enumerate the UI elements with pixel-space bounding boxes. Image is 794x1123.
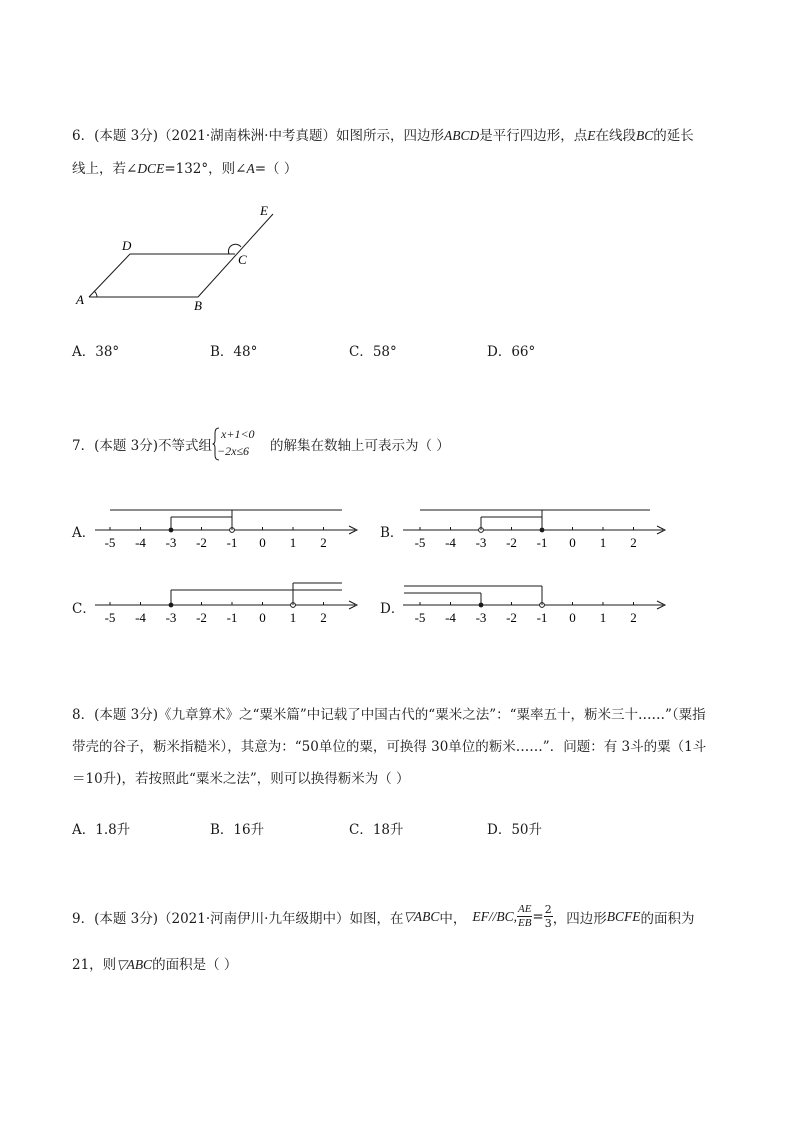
q6-text: ，则∠ — [208, 161, 247, 177]
tick-label: 2 — [630, 535, 637, 550]
q9-triangle-abc: ▽ABC — [116, 957, 153, 972]
q9-text: 的面积为 — [640, 910, 695, 927]
frac-numerator: AE — [517, 903, 532, 915]
q9-text: 中， — [439, 910, 467, 927]
tick-label: 1 — [599, 610, 607, 625]
q7-option-c-label[interactable]: C． — [72, 601, 96, 617]
q6-stem-line1 — [72, 124, 694, 144]
q6-dce: DCE — [137, 161, 165, 176]
q9-text: ，四边形 — [552, 910, 607, 927]
tick-label: -3 — [475, 610, 487, 625]
tick-label: -3 — [165, 535, 177, 550]
q7-numberline-a[interactable] — [90, 500, 370, 550]
tick-label: 0 — [569, 535, 576, 550]
q6-text: 在线段 — [595, 128, 636, 144]
tick-label: -3 — [475, 535, 487, 550]
q9-text: 21，则 — [72, 957, 117, 973]
tick-label: 2 — [320, 610, 327, 625]
q7-inequality-system — [212, 427, 270, 461]
q6-text: 线上，若∠ — [72, 161, 138, 177]
tick-label: 1 — [599, 535, 607, 550]
tick-label: -5 — [104, 535, 116, 550]
tick-label: 2 — [630, 610, 637, 625]
q7-stem — [72, 427, 450, 461]
q6-text: 的延长 — [653, 128, 694, 144]
frac-denominator: 3 — [544, 917, 552, 930]
q6-option-a[interactable]: A．38° — [72, 344, 120, 360]
tick-label: -5 — [414, 535, 426, 550]
q7-text: 7．(本题 3分)不等式组 — [72, 438, 213, 454]
tick-label: -2 — [506, 535, 517, 550]
q6-parallelogram-figure — [70, 198, 290, 313]
q9-fraction-2-3 — [544, 903, 553, 930]
q9-stem-line1 — [72, 903, 694, 930]
q9-text: 的面积是（ ） — [152, 957, 238, 973]
q6-option-b[interactable]: B．48° — [210, 344, 258, 360]
q8-option-a[interactable]: A．1.8升 — [72, 822, 131, 838]
tick-label: 1 — [289, 610, 297, 625]
q9-triangle-abc: ▽ABC — [403, 908, 440, 924]
q8-option-c[interactable]: C．18升 — [349, 822, 404, 838]
q9-equals: = — [532, 908, 544, 925]
q6-dce-value: =132° — [164, 161, 209, 177]
line-bce — [198, 214, 273, 297]
q9-fraction-ae-eb — [517, 903, 532, 930]
q8-option-b[interactable]: B．16升 — [210, 822, 265, 838]
q8-stem-line1: 8．(本题 3分)《九章算术》之“粟米篇”中记载了中国古代的“粟米之法”：“粟率五十，粝米三十……”（粟指 — [72, 707, 706, 723]
side-ad — [89, 254, 130, 297]
q8-stem-line3: ＝10升)，若按照此“粟米之法”，则可以换得粝米为（ ） — [72, 771, 410, 787]
q6-option-d[interactable]: D．66° — [487, 344, 536, 360]
angle-a-arc — [94, 291, 97, 297]
q7-option-b-label[interactable]: B． — [380, 525, 404, 541]
frac-denominator: EB — [517, 917, 532, 929]
frac-numerator: 2 — [544, 903, 552, 916]
tick-label: -2 — [196, 610, 207, 625]
q9-stem-line2 — [72, 953, 237, 973]
q7-text: 的解集在数轴上可表示为（ ） — [270, 438, 450, 454]
tick-label: -1 — [536, 535, 548, 550]
q6-option-c[interactable]: C．58° — [349, 344, 397, 360]
label-e: E — [260, 203, 268, 218]
q6-abcd: ABCD — [443, 128, 480, 143]
label-d: D — [122, 238, 132, 253]
tick-label: 0 — [259, 610, 266, 625]
tick-label: 2 — [320, 535, 327, 550]
tick-label: -2 — [506, 610, 517, 625]
tick-label: -4 — [445, 610, 456, 625]
tick-label: -4 — [445, 535, 456, 550]
q9-bcfe: BCFE — [606, 908, 641, 924]
q6-text: =（ ） — [254, 161, 298, 177]
q7-option-a-label[interactable]: A． — [72, 525, 96, 541]
q7-numberline-b[interactable] — [398, 500, 678, 550]
tick-label: -5 — [414, 610, 426, 625]
q7-option-d-label[interactable]: D． — [380, 601, 405, 617]
q6-stem-line2 — [72, 157, 297, 177]
q6-e: E — [587, 128, 596, 143]
q8-option-d[interactable]: D．50升 — [487, 822, 543, 838]
q6-text: 是平行四边形，点 — [479, 128, 588, 144]
q9-ef-parallel-bc: EF//BC, — [472, 908, 517, 924]
tick-label: -1 — [226, 610, 238, 625]
tick-label: 1 — [289, 535, 297, 550]
tick-label: -4 — [135, 535, 146, 550]
tick-label: -1 — [226, 535, 238, 550]
tick-label: -1 — [536, 610, 548, 625]
q7-ineq2: −2x≤6 — [217, 444, 250, 458]
q7-numberline-c[interactable] — [90, 575, 370, 625]
tick-label: 0 — [569, 610, 576, 625]
label-b: B — [194, 298, 202, 313]
tick-label: -2 — [196, 535, 207, 550]
label-c: C — [238, 252, 247, 267]
q7-ineq1: x+1<0 — [221, 427, 255, 441]
q7-numberline-d[interactable] — [398, 575, 678, 625]
q6-bc: BC — [635, 128, 654, 143]
q6-text: 6．(本题 3分)（2021·湖南株洲·中考真题）如图所示，四边形 — [72, 128, 444, 144]
tick-label: -4 — [135, 610, 146, 625]
tick-label: -3 — [165, 610, 177, 625]
q8-stem-line2: 带壳的谷子，粝米指糙米），其意为：“50单位的粟，可换得 30单位的粝米……”．问题：有 3斗的粟（1斗 — [72, 739, 707, 755]
tick-label: -5 — [104, 610, 116, 625]
q9-text: 9．(本题 3分)（2021·河南伊川·九年级期中）如图，在 — [72, 910, 404, 927]
label-a: A — [76, 292, 84, 307]
tick-label: 0 — [259, 535, 266, 550]
q6-angle-a: A — [246, 161, 255, 176]
